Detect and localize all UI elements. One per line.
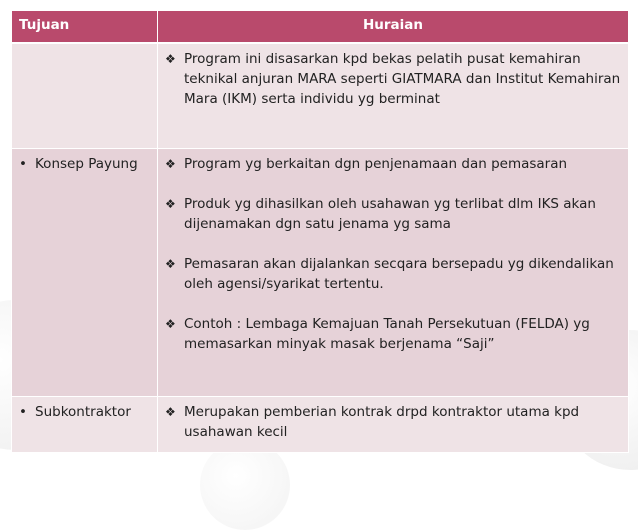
tujuan-text: Subkontraktor <box>35 403 131 420</box>
huraian-cell <box>158 43 629 148</box>
tujuan-cell <box>12 396 158 452</box>
diamond-bullet-icon: ❖ <box>165 52 176 66</box>
table-row <box>12 43 629 148</box>
huraian-text: Contoh : Lembaga Kemajuan Tanah Persekutuan (FELDA) yg memasarkan minyak masak berjenama “Saji” <box>184 315 590 352</box>
tujuan-item <box>19 154 151 174</box>
diamond-bullet-icon: ❖ <box>165 404 176 419</box>
diamond-bullet-icon: ❖ <box>165 196 176 211</box>
diamond-bullet-icon: ❖ <box>165 316 176 331</box>
huraian-text: Pemasaran akan dijalankan secqara bersepadu yg dikendalikan oleh agensi/syarikat tertentu. <box>184 255 614 292</box>
huraian-cell <box>158 148 629 396</box>
huraian-item <box>165 49 622 109</box>
bullet-icon: • <box>19 155 27 172</box>
huraian-text: Program yg berkaitan dgn penjenamaan dan pemasaran <box>184 155 568 172</box>
huraian-cell <box>158 396 629 452</box>
huraian-text: Merupakan pemberian kontrak drpd kontraktor utama kpd usahawan kecil <box>184 403 580 440</box>
huraian-item <box>165 314 622 354</box>
header-huraian: Huraian <box>158 11 629 43</box>
huraian-item <box>165 154 622 174</box>
tujuan-cell <box>12 43 158 148</box>
table-header-row <box>12 11 629 43</box>
huraian-text: Program ini disasarkan kpd bekas pelatih pusat kemahiran teknikal anjuran MARA seperti GIATMARA dan Institut Kemahiran Mara (IKM) serta individu yg berminat <box>184 51 621 107</box>
tujuan-item <box>19 402 151 422</box>
bullet-icon: • <box>19 403 27 420</box>
background-decoration <box>200 440 290 530</box>
tujuan-text: Konsep Payung <box>35 155 138 172</box>
tujuan-huraian-table <box>11 11 629 453</box>
diamond-bullet-icon: ❖ <box>165 256 176 271</box>
huraian-item <box>165 194 622 234</box>
huraian-item <box>165 254 622 294</box>
table-row <box>12 396 629 452</box>
tujuan-cell <box>12 148 158 396</box>
huraian-item <box>165 402 622 442</box>
table-row <box>12 148 629 396</box>
header-tujuan: Tujuan <box>12 11 158 43</box>
huraian-text: Produk yg dihasilkan oleh usahawan yg terlibat dlm IKS akan dijenamakan dgn satu jenama yg sama <box>184 195 596 232</box>
diamond-bullet-icon: ❖ <box>165 156 176 171</box>
